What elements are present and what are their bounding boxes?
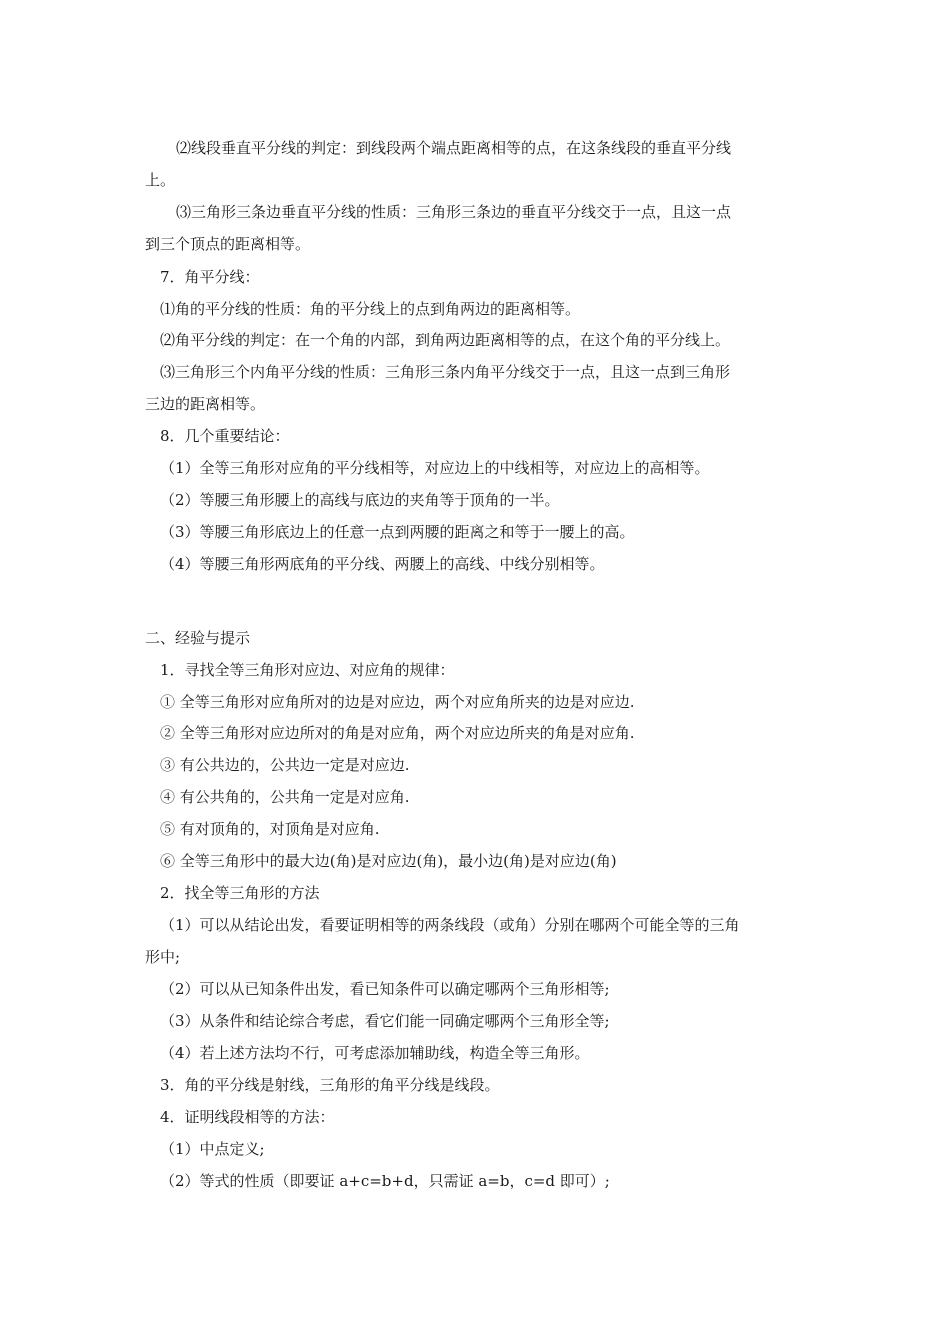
list-item: （2）等腰三角形腰上的高线与底边的夹角等于顶角的一半。	[160, 491, 560, 509]
section-heading: 4．证明线段相等的方法：	[160, 1108, 335, 1126]
paragraph-line: 形中;	[145, 948, 181, 966]
section-heading: 3．角的平分线是射线，三角形的角平分线是线段。	[160, 1076, 500, 1094]
list-item: ⑤ 有对顶角的，对顶角是对应角.	[160, 820, 380, 838]
paragraph-line: ⑶三角形三条边垂直平分线的性质：三角形三条边的垂直平分线交于一点，且这一点	[176, 203, 732, 221]
list-item: ① 全等三角形对应角所对的边是对应边，两个对应角所夹的边是对应边.	[160, 693, 635, 711]
section-heading: 7．角平分线：	[160, 268, 260, 286]
paragraph-line: ⑴角的平分线的性质：角的平分线上的点到角两边的距离相等。	[160, 300, 581, 318]
list-item: （4）若上述方法均不行，可考虑添加辅助线，构造全等三角形。	[160, 1044, 590, 1062]
list-item: （4）等腰三角形两底角的平分线、两腰上的高线、中线分别相等。	[160, 555, 605, 573]
paragraph-line: 三边的距离相等。	[145, 395, 266, 413]
list-item: ② 全等三角形对应边所对的角是对应角，两个对应边所夹的角是对应角.	[160, 724, 635, 742]
paragraph-line: ⑵线段垂直平分线的判定：到线段两个端点距离相等的点，在这条线段的垂直平分线	[176, 139, 732, 157]
paragraph-line: ⑶三角形三个内角平分线的性质：三角形三条内角平分线交于一点，且这一点到三角形	[160, 363, 731, 381]
section-heading: 2．找全等三角形的方法	[160, 884, 320, 902]
list-item: （2）等式的性质（即要证 a+c=b+d，只需证 a=b，c=d 即可）;	[160, 1172, 610, 1190]
paragraph-line: 到三个顶点的距离相等。	[145, 235, 311, 253]
list-item: （1）全等三角形对应角的平分线相等，对应边上的中线相等，对应边上的高相等。	[160, 459, 710, 477]
list-item: （3）从条件和结论综合考虑，看它们能一同确定哪两个三角形全等;	[160, 1012, 610, 1030]
section-heading: 1．寻找全等三角形对应边、对应角的规律：	[160, 661, 455, 679]
list-item: ③ 有公共边的，公共边一定是对应边.	[160, 756, 410, 774]
section-heading: 8．几个重要结论：	[160, 427, 290, 445]
paragraph-line: 上。	[145, 171, 176, 189]
list-item: （1）中点定义;	[160, 1140, 265, 1158]
section-title: 二、经验与提示	[145, 629, 251, 647]
list-item: ④ 有公共角的，公共角一定是对应角.	[160, 788, 410, 806]
list-item: （1）可以从结论出发，看要证明相等的两条线段（或角）分别在哪两个可能全等的三角	[160, 916, 740, 934]
list-item: （3）等腰三角形底边上的任意一点到两腰的距离之和等于一腰上的高。	[160, 523, 635, 541]
paragraph-line: ⑵角平分线的判定：在一个角的内部，到角两边距离相等的点，在这个角的平分线上。	[160, 331, 731, 349]
list-item: ⑥ 全等三角形中的最大边(角)是对应边(角)，最小边(角)是对应边(角)	[160, 852, 617, 870]
list-item: （2）可以从已知条件出发，看已知条件可以确定哪两个三角形相等;	[160, 980, 610, 998]
